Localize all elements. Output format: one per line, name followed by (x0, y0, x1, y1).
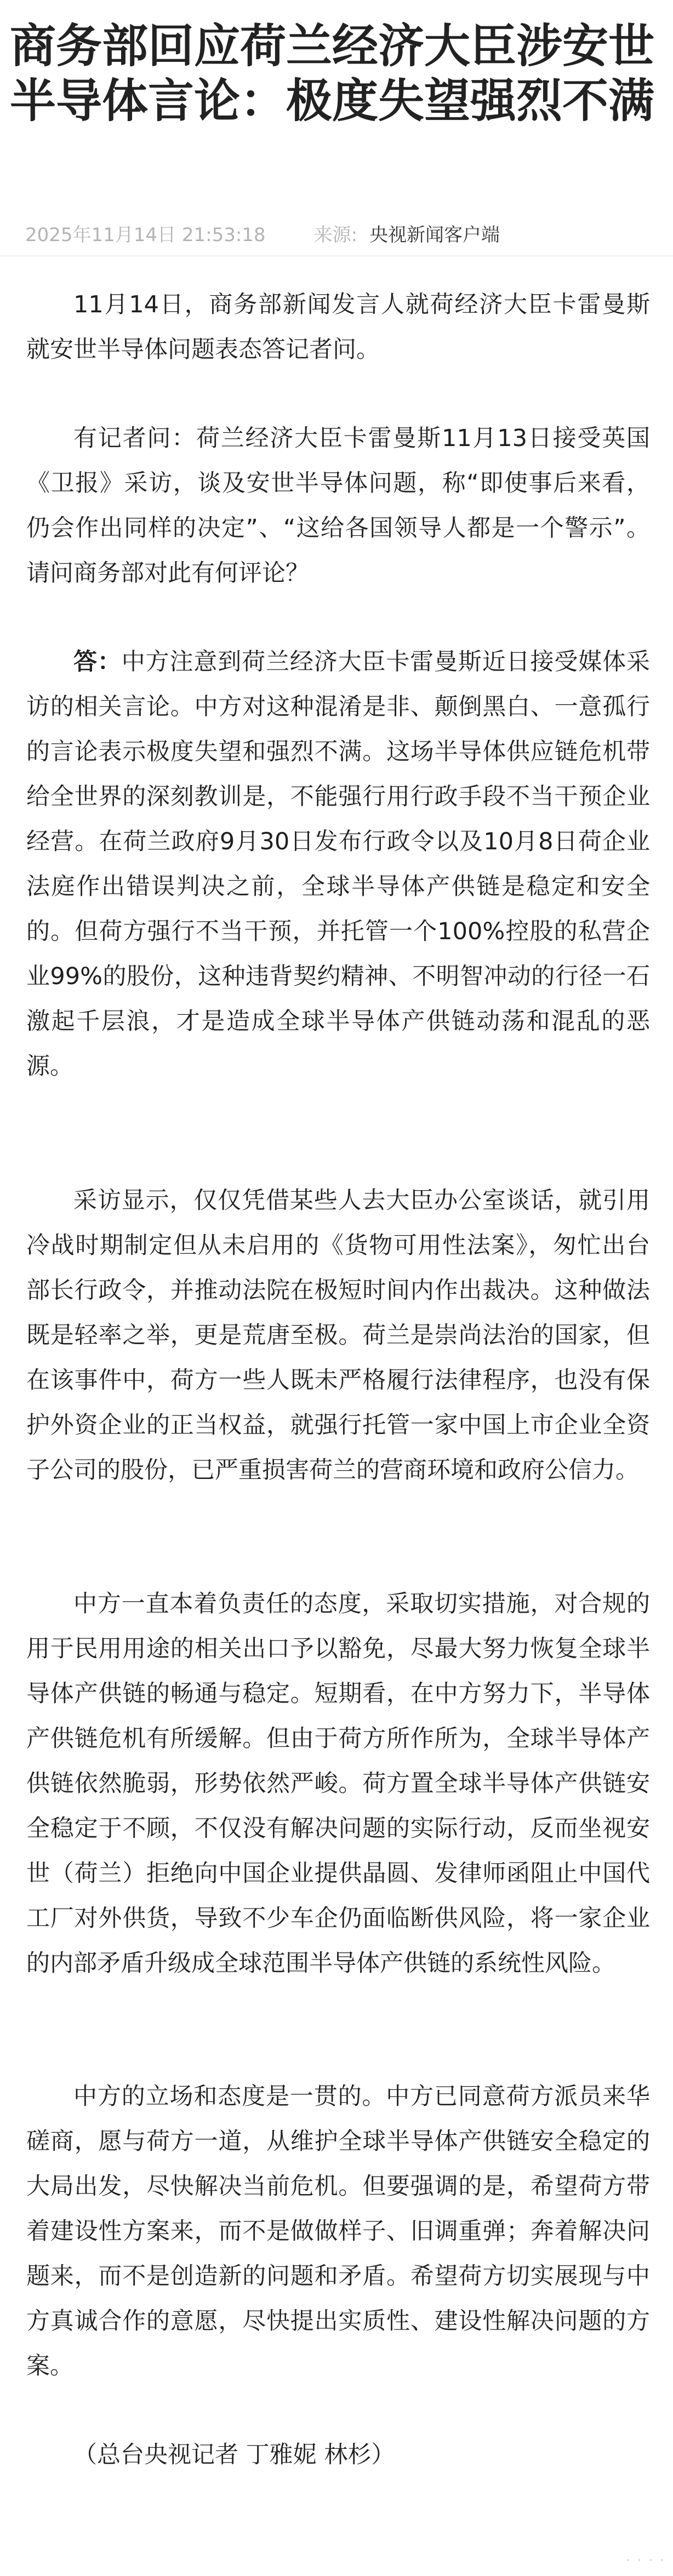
paragraph-china-efforts (26, 1581, 650, 1986)
meta-divider (0, 255, 673, 256)
paragraph-position (26, 2074, 650, 2389)
source-name[interactable]: 央视新闻客户端 (369, 224, 500, 246)
publish-datetime: 2025年11月14日 21:53:18 (25, 224, 266, 246)
paragraph-text: 有记者问：荷兰经济大臣卡雷曼斯11月13日接受英国《卫报》采访，谈及安世半导体问题，称“即使事后来看，仍会作出同样的决定”、“这给各国领导人都是一个警示”。请问商务部对此有何评论？ (26, 425, 650, 587)
article-title: 商务部回应荷兰经济大臣涉安世半导体言论：极度失望强烈不满 (10, 19, 655, 128)
paragraph-intro (26, 282, 650, 372)
paragraph-text: 中方注意到荷兰经济大臣卡雷曼斯近日接受媒体采访的相关言论。中方对这种混淆是非、颠倒黑白、一意孤行的言论表示极度失望和强烈不满。这场半导体供应链危机带给全世界的深刻教训是，不能强行用行政手段不当干预企业经营。在荷兰政府9月30日发布行政令以及10月8日荷企业法庭作出错误判决之前，全球半导体产供链是稳定和安全的。但荷方强行不当干预，并托管一个100%控股的私营企业99%的股份，这种违背契约精神、不明智冲动的行径一石激起千层浪，才是造成全球半导体产供链动荡和混乱的恶源。 (26, 648, 651, 1080)
reporter-byline: （总台央视记者 丁雅妮 林杉） (73, 2441, 395, 2469)
paragraph-text: 11月14日，商务部新闻发言人就荷经济大臣卡雷曼斯就安世半导体问题表态答记者问。 (26, 291, 650, 363)
paragraph-text: 中方的立场和态度是一贯的。中方已同意荷方派员来华磋商，愿与荷方一道，从维护全球半导体产供链安全稳定的大局出发，尽快解决当前危机。但要强调的是，希望荷方带着建设性方案来，而不是做做样子、旧调重弹；奔着解决问题来，而不是创造新的问题和矛盾。希望荷方切实展现与中方真诚合作的意愿，尽快提出实质性、建设性解决问题的方案。 (26, 2083, 650, 2380)
paragraph-interview (26, 1178, 650, 1493)
answer-lead: 答： (73, 648, 122, 676)
paragraph-answer (26, 639, 650, 1089)
paragraph-question (26, 416, 650, 596)
paragraph-text: 采访显示，仅仅凭借某些人去大臣办公室谈话，就引用冷战时期制定但从未启用的《货物可用性法案》，匆忙出台部长行政令，并推动法院在极短时间内作出裁决。这种做法既是轻率之举，更是荒唐至极。荷兰是崇尚法治的国家，但在该事件中，荷方一些人既未严格履行法律程序，也没有保护外资企业的正当权益，就强行托管一家中国上市企业全资子公司的股份，已严重损害荷兰的营商环境和政府公信力。 (26, 1187, 650, 1484)
paragraph-text: 中方一直本着负责任的态度，采取切实措施，对合规的用于民用用途的相关出口予以豁免，尽最大努力恢复全球半导体产供链的畅通与稳定。短期看，在中方努力下，半导体产供链危机有所缓解。但由于荷方所作所为，全球半导体产供链依然脆弱，形势依然严峻。荷方置全球半导体产供链安全稳定于不顾，不仅没有解决问题的实际行动，反而坐视安世（荷兰）拒绝向中国企业提供晶圆、发律师函阻止中国代工厂对外供货，导致不少车企仍面临断供风险，将一家企业的内部矛盾升级成全球范围半导体产供链的系统性风险。 (26, 1590, 650, 1977)
source-label: 来源: (313, 224, 358, 246)
article-meta (25, 221, 500, 249)
watermark-logo-icon: · · · · (626, 2552, 665, 2569)
